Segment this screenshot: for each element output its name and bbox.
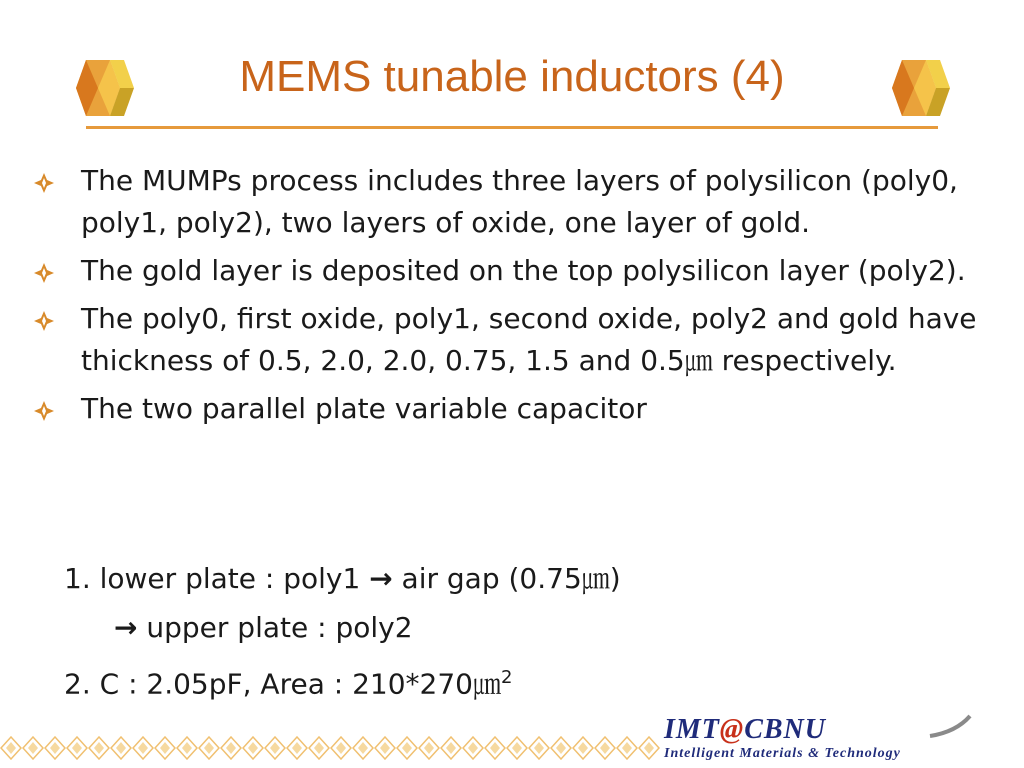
sub-line-2: → upper plate : poly2 (114, 611, 413, 644)
sub-line-3: 2. C : 2.05pF, Area : 210*270㎛$^2$ (64, 667, 513, 701)
bullet-item (34, 388, 994, 430)
footer-pattern (0, 736, 660, 760)
bullet-item (34, 250, 994, 292)
swoosh-icon (926, 712, 974, 742)
slide-title: MEMS tunable inductors (4) (239, 52, 785, 101)
bullet-item (34, 160, 994, 244)
bullet-text: The gold layer is deposited on the top polysilicon layer (poly2). (81, 254, 966, 287)
bullet-list (34, 160, 994, 436)
diamond-bullet-icon (34, 401, 54, 421)
diamond-bullet-icon (34, 311, 54, 331)
imt-cbnu-logo: IMT@CBNU Intelligent Materials & Technology (656, 712, 996, 768)
title-divider (86, 126, 938, 129)
right-arrow-icon: → (369, 562, 393, 595)
sub-line-1: 1. lower plate : poly1 → air gap (0.75㎛) (64, 562, 621, 595)
right-arrow-icon: → (114, 611, 138, 644)
diamond-bullet-icon (34, 173, 54, 193)
diamond-bullet-icon (34, 263, 54, 283)
bullet-text: The two parallel plate variable capacitor (81, 392, 647, 425)
bullet-item (34, 298, 994, 382)
bullet-text: The poly0, first oxide, poly1, second oxide, poly2 and gold have thickness of 0.5, 2.0, 2.0, 0.75, 1.5 and 0.5㎛ respectively. (81, 302, 977, 377)
bullet-text: The MUMPs process includes three layers of polysilicon (poly0, poly1, poly2), two layers of oxide, one layer of gold. (81, 164, 958, 239)
